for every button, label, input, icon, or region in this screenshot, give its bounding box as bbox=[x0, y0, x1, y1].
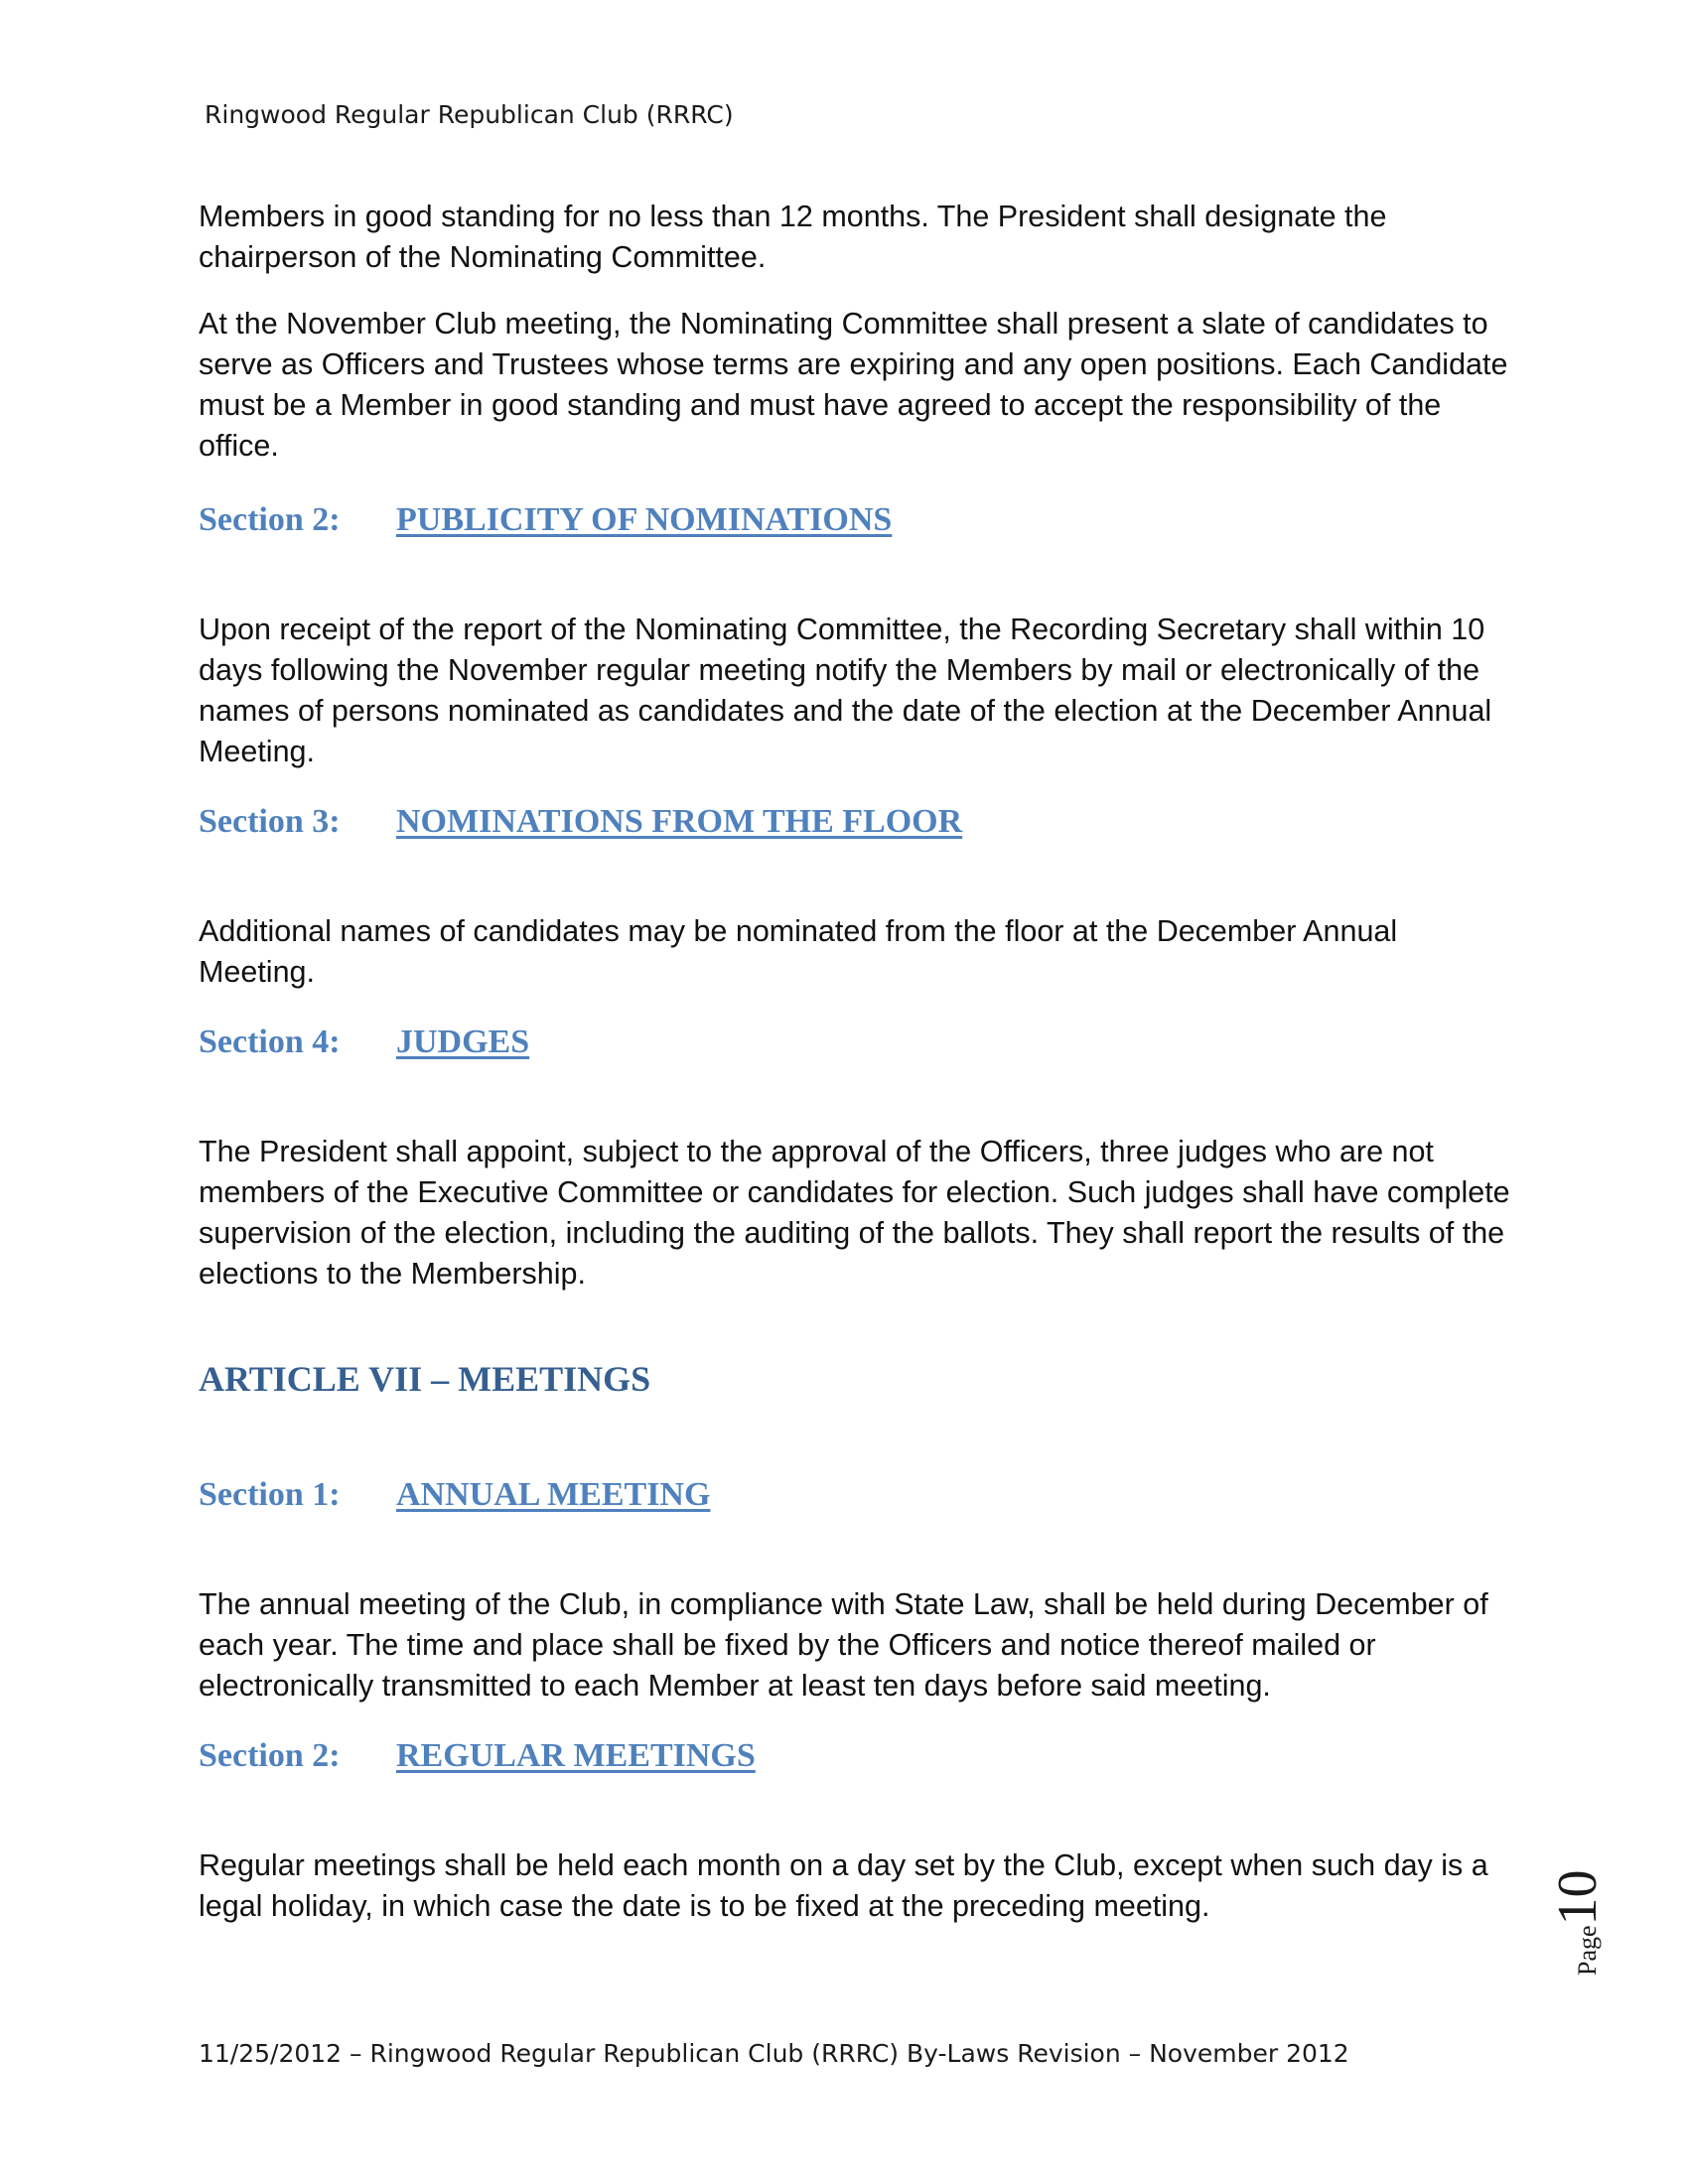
document-body bbox=[199, 197, 1519, 1927]
section-number: Section 1: bbox=[199, 1476, 341, 1513]
section-heading-regular-meetings bbox=[199, 1734, 1519, 1778]
section-number: Section 2: bbox=[199, 501, 341, 538]
section-heading-publicity bbox=[199, 498, 1519, 542]
section-title: JUDGES bbox=[396, 1024, 530, 1060]
body-paragraph: The annual meeting of the Club, in compliance with State Law, shall be held during December of each year. The time and place shall be fixed by the Officers and notice thereof mailed or electronically transmitted to each Member at least ten days before said meeting. bbox=[199, 1587, 1488, 1703]
section-number: Section 3: bbox=[199, 803, 341, 840]
article-heading: ARTICLE VII – MEETINGS bbox=[199, 1359, 651, 1399]
section-heading-judges bbox=[199, 1021, 1519, 1064]
body-paragraph: Additional names of candidates may be nominated from the floor at the December Annual Meeting. bbox=[199, 914, 1398, 989]
section-heading-nominations-floor bbox=[199, 800, 1519, 844]
section-title: ANNUAL MEETING bbox=[396, 1476, 711, 1513]
section-heading-annual-meeting bbox=[199, 1473, 1519, 1517]
page-label: Page bbox=[1573, 1925, 1602, 1976]
section-title: REGULAR MEETINGS bbox=[396, 1737, 756, 1774]
section-number: Section 2: bbox=[199, 1737, 341, 1774]
section-number: Section 4: bbox=[199, 1024, 341, 1060]
body-paragraph: Members in good standing for no less than 12 months. The President shall designate the chairperson of the Nominating Committee. bbox=[199, 200, 1387, 274]
running-header: Ringwood Regular Republican Club (RRRC) bbox=[205, 100, 734, 129]
running-footer: 11/25/2012 – Ringwood Regular Republican Club (RRRC) By-Laws Revision – November 2012 bbox=[199, 2039, 1349, 2068]
page-number bbox=[1546, 1869, 1610, 1976]
body-paragraph: Upon receipt of the report of the Nominating Committee, the Recording Secretary shall within 10 days following the November regular meeting notify the Members by mail or electronically of the names of persons nominated as candidates and the date of the election at the December Annual Meeting. bbox=[199, 613, 1492, 768]
body-paragraph: Regular meetings shall be held each month on a day set by the Club, except when such day is a legal holiday, in which case the date is to be fixed at the preceding meeting. bbox=[199, 1848, 1488, 1923]
body-paragraph: The President shall appoint, subject to the approval of the Officers, three judges who are not members of the Executive Committee or candidates for election. Such judges shall have complete supervision of the election, including the auditing of the ballots. They shall report the results of the elections to the Membership. bbox=[199, 1135, 1510, 1291]
body-paragraph: At the November Club meeting, the Nominating Committee shall present a slate of candidates to serve as Officers and Trustees whose terms are expiring and any open positions. Each Candidate must be a Member in good standing and must have agreed to accept the responsibility of the office. bbox=[199, 307, 1508, 463]
section-title: NOMINATIONS FROM THE FLOOR bbox=[396, 803, 963, 840]
section-title: PUBLICITY OF NOMINATIONS bbox=[396, 501, 893, 538]
page-number-value: 10 bbox=[1547, 1869, 1609, 1926]
